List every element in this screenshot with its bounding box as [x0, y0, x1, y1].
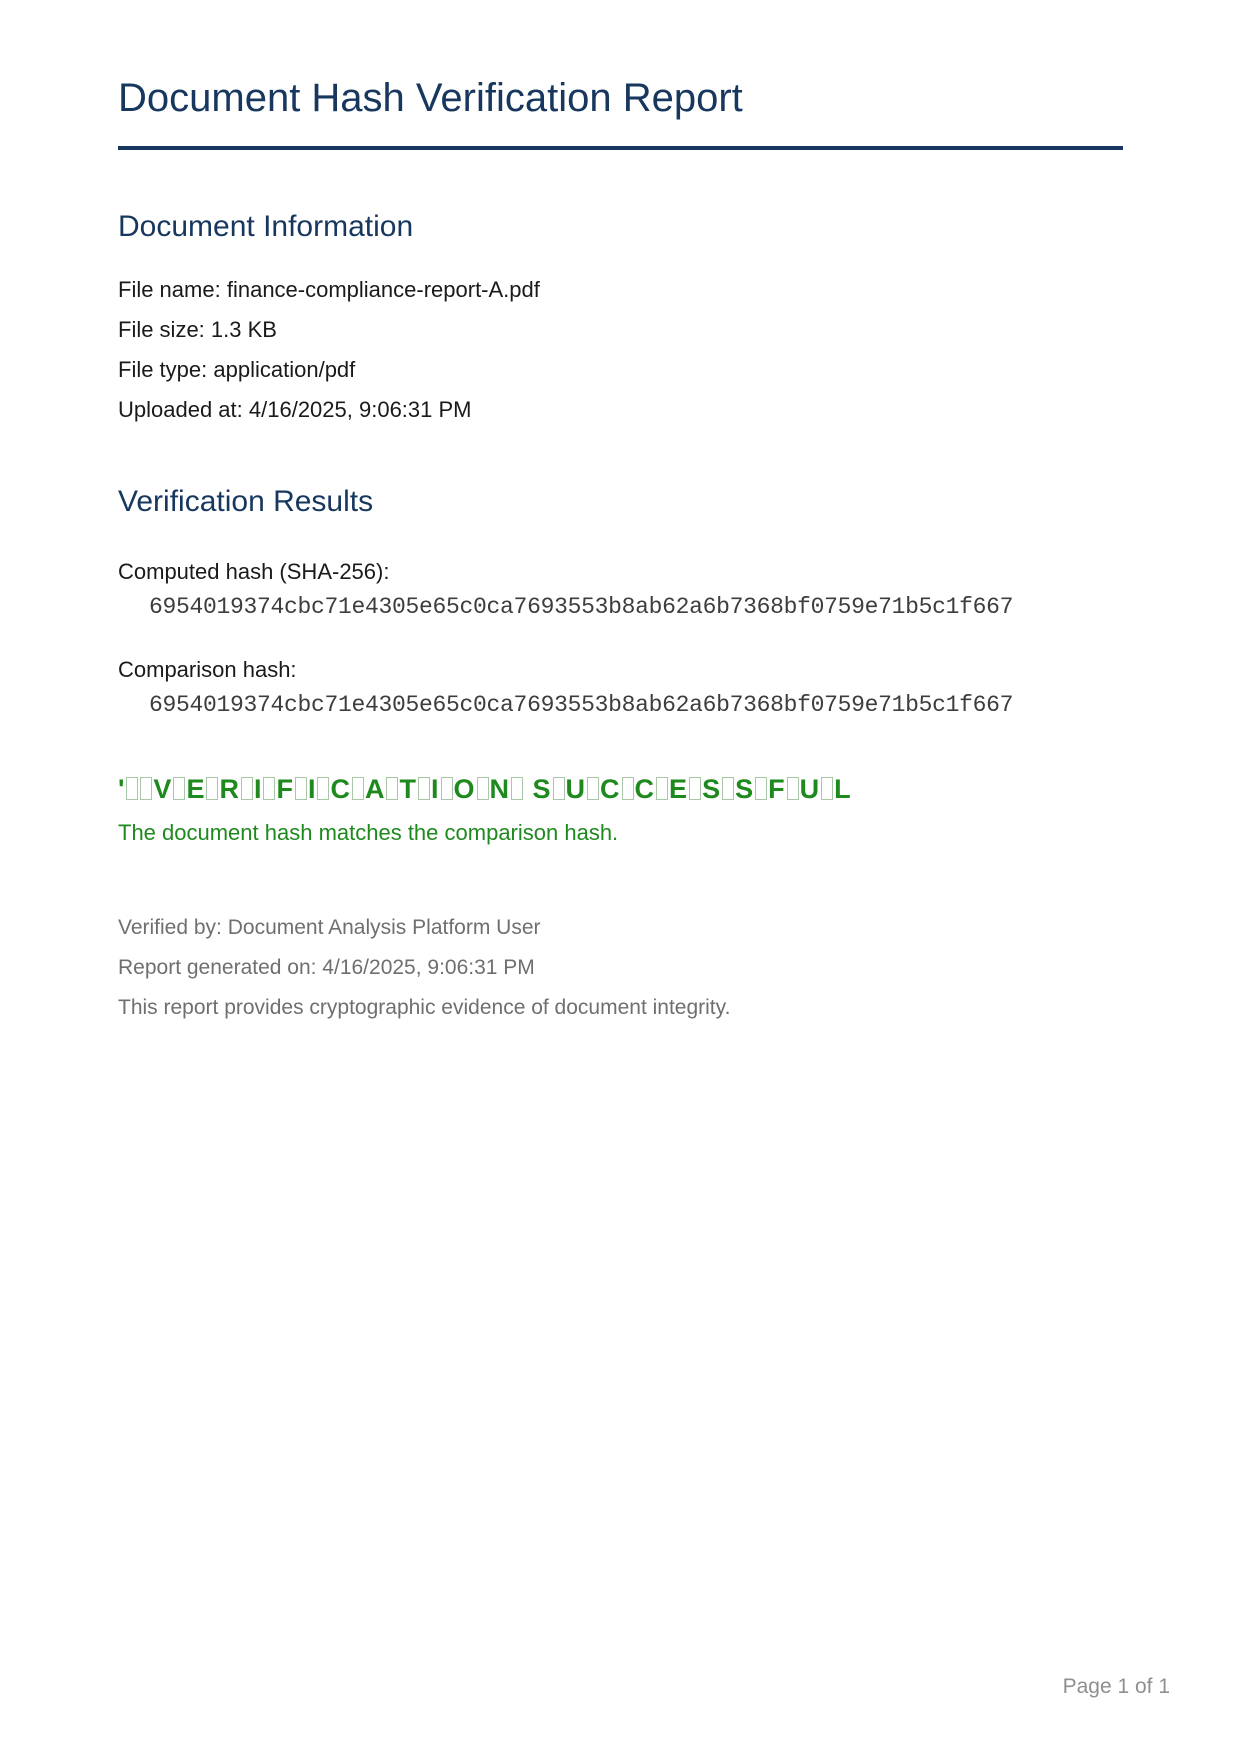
file-name-label: File name:: [118, 277, 221, 302]
file-type-value: application/pdf: [213, 357, 356, 382]
missing-glyph-box: [241, 777, 253, 800]
file-size-value: 1.3 KB: [210, 317, 277, 342]
missing-glyph-box: [206, 777, 218, 800]
file-name-row: [118, 270, 1123, 310]
uploaded-at-row: [118, 390, 1123, 430]
missing-glyph-box: [587, 777, 599, 800]
file-name-value: finance-compliance-report-A.pdf: [226, 277, 540, 302]
missing-glyph-box: [821, 777, 833, 800]
file-type-label: File type:: [118, 357, 208, 382]
page-number: Page 1 of 1: [1062, 1675, 1170, 1698]
title-underline-rule: [118, 146, 1123, 150]
missing-glyph-box: [263, 777, 275, 800]
document-information-fields: [118, 270, 1123, 430]
integrity-note-line: This report provides cryptographic evidence of document integrity.: [118, 996, 731, 1019]
file-size-label: File size:: [118, 317, 205, 342]
missing-glyph-box: [553, 777, 565, 800]
missing-glyph-box: [689, 777, 701, 800]
missing-glyph-box: [418, 777, 430, 800]
verification-status-heading: ' V E R I F I C A T I O N S U C C E S S F U L: [118, 774, 852, 804]
missing-glyph-box: [722, 777, 734, 800]
missing-glyph-box: [126, 777, 138, 800]
missing-glyph-box: [352, 777, 364, 800]
missing-glyph-box: [140, 777, 152, 800]
missing-glyph-box: [787, 777, 799, 800]
verification-status-message: The document hash matches the comparison hash.: [118, 820, 619, 845]
section-heading-document-information: Document Information: [118, 210, 414, 243]
missing-glyph-box: [622, 777, 634, 800]
missing-glyph-box: [441, 777, 453, 800]
report-footer: [118, 908, 1123, 1028]
uploaded-at-value: 4/16/2025, 9:06:31 PM: [248, 397, 472, 422]
computed-hash-value: 6954019374cbc71e4305e65c0ca7693553b8ab62a6b7368bf0759e71b5c1f667: [149, 594, 1014, 620]
missing-glyph-box: [477, 777, 489, 800]
uploaded-at-label: Uploaded at:: [118, 397, 243, 422]
computed-hash-label: Computed hash (SHA-256):: [118, 559, 390, 584]
missing-glyph-box: [656, 777, 668, 800]
missing-glyph-box: [295, 777, 307, 800]
file-size-row: [118, 310, 1123, 350]
comparison-hash-value: 6954019374cbc71e4305e65c0ca7693553b8ab62a6b7368bf0759e71b5c1f667: [149, 692, 1014, 718]
missing-glyph-box: [173, 777, 185, 800]
missing-glyph-box: [386, 777, 398, 800]
missing-glyph-box: [755, 777, 767, 800]
verified-by-line: Verified by: Document Analysis Platform User: [118, 916, 541, 939]
missing-glyph-box: [511, 777, 523, 800]
comparison-hash-label: Comparison hash:: [118, 657, 297, 682]
generated-on-line: Report generated on: 4/16/2025, 9:06:31 PM: [118, 956, 535, 979]
section-heading-verification-results: Verification Results: [118, 485, 374, 518]
file-type-row: [118, 350, 1123, 390]
page-title: Document Hash Verification Report: [118, 76, 743, 120]
missing-glyph-box: [317, 777, 329, 800]
